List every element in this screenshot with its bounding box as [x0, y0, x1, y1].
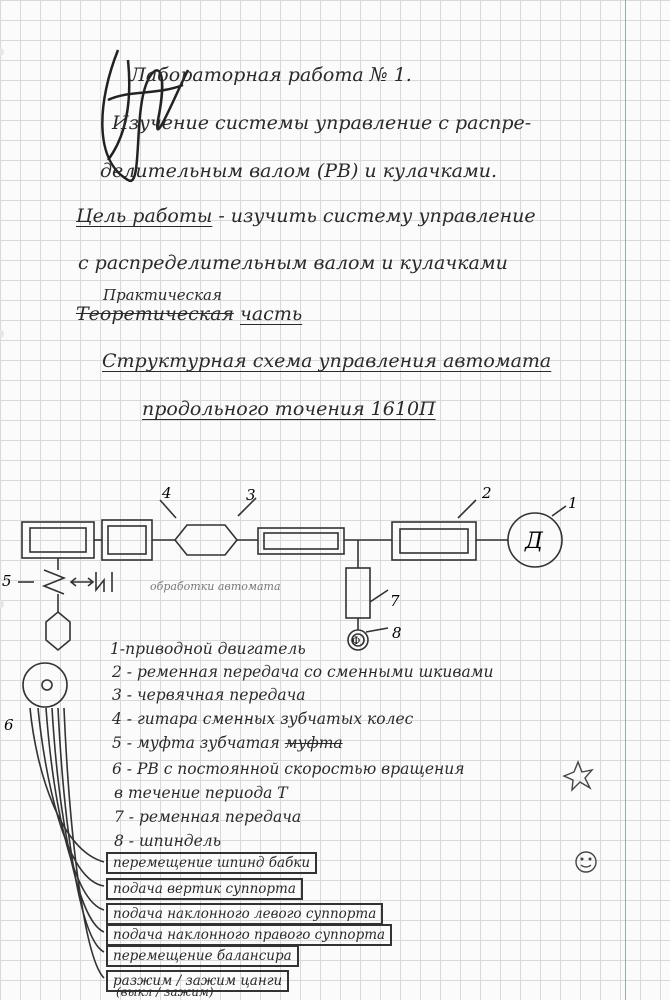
diagram-block-3 [175, 525, 237, 555]
output-box-vertical-slide: подача вертик суппорта [106, 878, 303, 900]
diagram-note: обработки автомата [150, 580, 281, 593]
legend-item-2: 2 - ременная передача со сменными шкивами [112, 663, 494, 681]
diagram-block-belt [258, 528, 344, 554]
topic-line-1: Изучение системы управление с распре- [112, 112, 532, 134]
legend-item-1: 1-приводной двигатель [110, 640, 306, 658]
legend-item-4: 4 - гитара сменных зубчатых колес [112, 710, 414, 728]
motor-letter: Д [525, 529, 543, 554]
structural-diagram [0, 470, 620, 660]
goal-label: Цель работы [76, 205, 213, 227]
label-8: 8 [392, 624, 402, 642]
diagram-block-2 [392, 522, 476, 560]
legend-item-3: 3 - червячная передача [112, 686, 306, 704]
legend-item-7: 7 - ременная передача [114, 808, 302, 826]
label-4: 4 [162, 484, 172, 502]
scheme-title-2: продольного точения 1610П [142, 398, 436, 420]
spindle-letter: Ф [352, 636, 361, 647]
legend-item-6-continued: в течение периода Т [114, 784, 288, 802]
margin-doodles [560, 752, 620, 882]
binding-hole [0, 330, 4, 338]
output-box-spindle-head: перемещение шпинд бабки [106, 852, 317, 874]
label-2: 2 [482, 484, 492, 502]
legend-item-5: 5 - муфта зубчатая [112, 734, 280, 752]
label-5: 5 [2, 572, 12, 590]
crossed-out-word: Теоретическая [76, 303, 234, 325]
label-7: 7 [390, 592, 400, 610]
footer-note: (выкл / зажим) [116, 985, 214, 999]
practical-insert: Практическая [103, 286, 222, 304]
goal-line-2: с распределительным валом и кулачками [78, 252, 508, 274]
output-box-left-slide: подача наклонного левого суппорта [106, 903, 383, 925]
legend-item-8: 8 - шпиндель [114, 832, 222, 850]
goal-line-1: - изучить систему управление [212, 205, 536, 227]
binding-hole [0, 48, 4, 56]
legend-item-6: 6 - РВ с постоянной скоростью вращения [112, 760, 465, 778]
output-box-balancer: перемещение балансира [106, 945, 299, 967]
output-box-collet: разжим / зажим цанги [106, 970, 289, 992]
output-box-right-slide: подача наклонного правого суппорта [106, 924, 392, 946]
label-1: 1 [568, 494, 578, 512]
label-6: 6 [4, 716, 14, 734]
legend-item-5-crossed: муфта [284, 734, 343, 752]
scheme-title-1: Структурная схема управления автомата [102, 350, 552, 372]
camshaft-drawing [0, 650, 120, 1000]
part-word: часть [240, 303, 303, 325]
topic-line-2: делительным валом (РВ) и кулачками. [100, 160, 498, 182]
notebook-margin-line [625, 0, 626, 1000]
diagram-block-7 [346, 568, 370, 618]
lab-title: Лабораторная работа № 1. [130, 64, 412, 86]
label-3: 3 [246, 486, 256, 504]
